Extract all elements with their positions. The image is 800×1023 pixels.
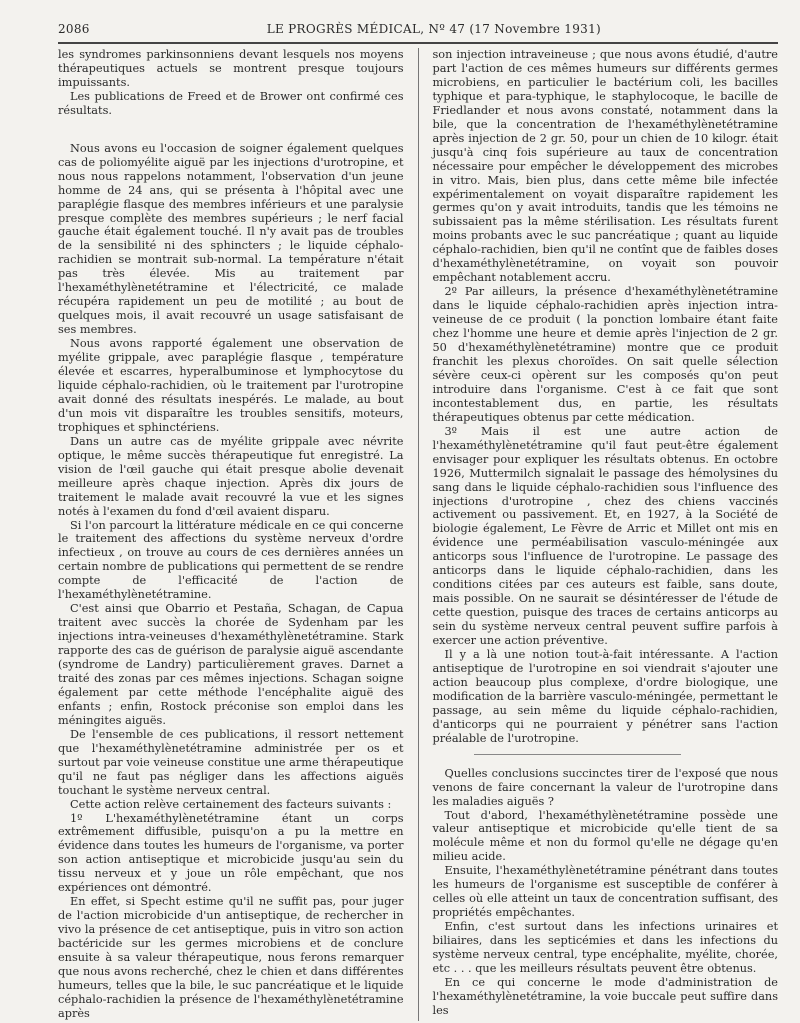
body-columns	[58, 48, 778, 1021]
page-number: 2086	[58, 22, 90, 36]
paragraph: Nous avons eu l'occasion de soigner également quelques cas de poliomyélite aiguë par les injections d'urotropine, et nous nous rappelons notamment, l'observation d'un jeune homme de 24 ans, qui se présenta à l'hôpital avec une paraplégie flasque des membres inférieurs et une paralysie presque complète des membres supérieurs ; le nerf facial gauche était également touché. Il n'y avait pas de troubles de la sensibilité ni des sphincters ; le liquide céphalo-rachidien se montrait sub-normal. La température n'était pas très élevée. Mis au traitement par l'hexaméthylènetétramine et l'électricité, ce malade récupéra rapidement un peu de motilité ; au bout de quelques mois, il avait recouvré un usage satisfaisant de ses membres.	[58, 141, 404, 337]
section-rule	[474, 754, 681, 755]
paragraph: Les publications de Freed et de Brower ont confirmé ces résultats.	[58, 89, 404, 117]
column-divider	[418, 48, 419, 1021]
paragraph: 1º L'hexaméthylènetétramine étant un corps extrêmement diffusible, puisqu'on a pu la mettre en évidence dans toutes les humeurs de l'organisme, va porter son action antiseptique et microbicide jusqu'au sein du tissu nerveux et y joue un rôle empêchant, que nos expériences ont démontré.	[58, 811, 404, 895]
journal-title: LE PROGRÈS MÉDICAL, Nº 47 (17 Novembre 1931)	[266, 22, 602, 36]
paragraph: Enfin, c'est surtout dans les infections urinaires et biliaires, dans les septicémies et dans les infections du système nerveux central, type encéphalite, myélite, chorée, etc . . . que les meilleurs résultats peuvent être obtenus.	[432, 920, 778, 975]
paragraph: C'est ainsi que Obarrio et Pestaña, Schagan, de Capua traitent avec succès la chorée de Sydenham par les injections intra-veineuses d'hexaméthylènetétramine. Stark rapporte des cas de guérison de paralysie aiguë ascendante (syndrome de Landry) particulièrement graves. Darnet a traité des zonas par ces mêmes injections. Schagan soigne également par cette méthode l'encéphalite aiguë des enfants ; enfin, Rostock préconise son emploi dans les méningites aiguës.	[58, 602, 404, 727]
paragraph: son injection intraveineuse ; que nous avons étudié, d'autre part l'action de ces mêmes humeurs sur différents germes microbiens, en particulier le bactérium coli, les bacilles typhique et para-typhique, le staphylocoque, le bacille de Friedlander et nous avons constaté, notamment dans la bile, que la concentration de l'hexaméthylènetétramine après injection de 2 gr. 50, pour un chien de 10 kilogr. était jusqu'à cinq fois supérieure au taux de concentration nécessaire pour empêcher le développement des microbes in vitro. Mais, bien plus, dans cette même bile infectée expérimentalement on voyait disparaître rapidement les germes qu'on y avait introduits, tandis que les témoins ne subissaient pas la même stérilisation. Les résultats furent moins probants avec le suc pancréatique ; quant au liquide céphalo-rachidien, bien qu'il ne contînt que de faibles doses d'hexaméthylènetétramine, on voyait son pouvoir empêchant notablement accru.	[432, 48, 778, 285]
running-header	[58, 22, 778, 40]
paragraph: En effet, si Specht estime qu'il ne suffit pas, pour juger de l'action microbicide d'un antiseptique, de rechercher in vivo la présence de cet antiseptique, puis in vitro son action bactéricide sur les germes microbiens et de conclure ensuite à sa valeur thérapeutique, nous ferons remarquer que nous avons recherché, chez le chien et dans différentes humeurs, telles que la bile, le suc pancréatique et le liquide céphalo-rachidien la présence de l'hexaméthylènetétramine après	[58, 895, 404, 1020]
paragraph: les syndromes parkinsonniens devant lesquels nos moyens thérapeutiques actuels se montrent presque toujours impuissants.	[58, 48, 404, 89]
paragraph: 3º Mais il est une autre action de l'hexaméthylènetétramine qu'il faut peut-être également envisager pour expliquer les résultats obtenus. En octobre 1926, Muttermilch signalait le passage des hémolysines du sang dans le liquide céphalo-rachidien sous l'influence des injections d'urotropine , chez des chiens vaccinés activement ou passivement. Et, en 1927, à la Société de biologie également, Le Fèvre de Arric et Millet ont mis en évidence une perméabilisation vasculo-méningée aux anticorps sous l'influence de l'urotropine. Le passage des anticorps dans le liquide céphalo-rachidien, dans les conditions citées par ces auteurs est faible, sans doute, mais possible. On ne saurait se désintéresser de l'étude de cette question, puisque des traces de certains anticorps au sein du système nerveux central peuvent suffire parfois à exercer une action préventive.	[432, 424, 778, 648]
paragraph: Quelles conclusions succinctes tirer de l'exposé que nous venons de faire concernant la valeur de l'urotropine dans les maladies aiguës ?	[432, 766, 778, 808]
left-column	[58, 48, 404, 1021]
paragraph: De l'ensemble de ces publications, il ressort nettement que l'hexaméthylènetétramine administrée per os et surtout par voie veineuse constitue une arme thérapeutique qu'il ne faut pas négliger dans les affections aiguës touchant le système nerveux central.	[58, 727, 404, 797]
paragraph: Ensuite, l'hexaméthylènetétramine pénétrant dans toutes les humeurs de l'organisme est susceptible de conférer à celles où elle atteint un taux de concentration suffisant, des propriétés empêchantes.	[432, 864, 778, 920]
paragraph: Si l'on parcourt la littérature médicale en ce qui concerne le traitement des affections du système nerveux d'ordre infectieux , on trouve au cours de ces dernières années un certain nombre de publications qui permettent de se rendre compte de l'efficacité de l'action de l'hexaméthylènetétramine.	[58, 518, 404, 602]
paragraph: En ce qui concerne le mode d'administration de l'hexaméthylènetétramine, la voie buccale peut suffire dans les	[432, 975, 778, 1017]
right-column	[433, 48, 779, 1021]
paragraph: Il y a là une notion tout-à-fait intéressante. A l'action antiseptique de l'urotropine en soi viendrait s'ajouter une action beaucoup plus complexe, d'ordre biologique, une modification de la barrière vasculo-méningée, permettant le passage, au sein même du liquide céphalo-rachidien, d'anticorps qui ne pourraient y pénétrer sans l'action préalable de l'urotropine.	[432, 647, 778, 745]
paragraph: Dans un autre cas de myélite grippale avec névrite optique, le même succès thérapeutique fut enregistré. La vision de l'œil gauche qui était presque abolie devenait meilleure après chaque injection. Après dix jours de traitement le malade avait recouvré la vue et les signes notés à l'examen du fond d'œil avaient disparu.	[58, 434, 404, 518]
paragraph: 2º Par ailleurs, la présence d'hexaméthylènetétramine dans le liquide céphalo-rachidien après injection intra-veineuse de ce produit ( la ponction lombaire étant faite chez l'homme une heure et demie après l'injection de 2 gr. 50 d'hexaméthylènetétramine) montre que ce produit franchit les plexus choroïdes. On sait quelle sélection sévère ceux-ci opèrent sur les composés qu'on peut introduire dans l'organisme. C'est à ce fait que sont incontestablement dus, en partie, les résultats thérapeutiques obtenus par cette médication.	[432, 285, 778, 424]
paragraph: Nous avons rapporté également une observation de myélite grippale, avec paraplégie flasque , température élevée et escarres, hyperalbuminose et lymphocytose du liquide céphalo-rachidien, où le traitement par l'urotropine avait donné des résultats inespérés. Le malade, au bout d'un mois vit disparaître les troubles sensitifs, moteurs, trophiques et sphinctériens.	[58, 337, 404, 434]
paragraph: Cette action relève certainement des facteurs suivants :	[70, 797, 392, 811]
paragraph: Tout d'abord, l'hexaméthylènetétramine possède une valeur antiseptique et microbicide qu'elle tient de sa molécule même et non du formol qu'elle ne dégage qu'en milieu acide.	[432, 808, 778, 864]
header-rule	[58, 42, 778, 44]
